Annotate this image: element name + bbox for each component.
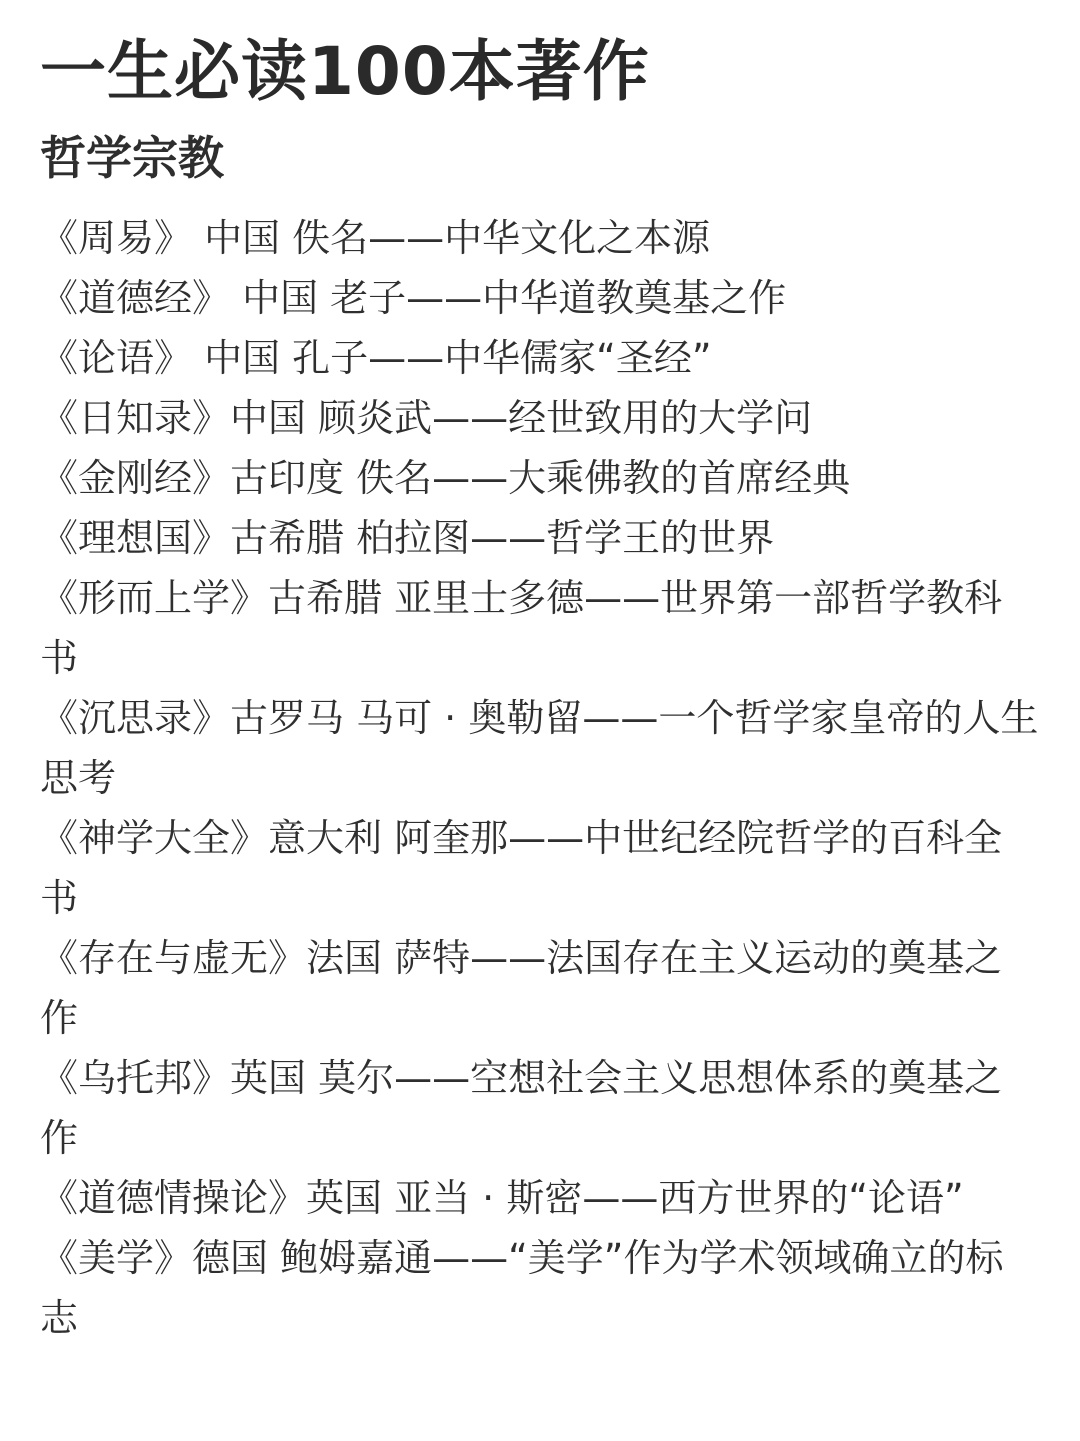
book-list (40, 208, 1040, 1348)
list-item: 《形而上学》古希腊 亚里士多德——世界第一部哲学教科书 (40, 576, 1003, 680)
list-item: 《周易》 中国 佚名——中华文化之本源 (40, 216, 711, 260)
list-item: 《神学大全》意大利 阿奎那——中世纪经院哲学的百科全书 (40, 816, 1003, 920)
list-item: 《美学》德国 鲍姆嘉通——“美学”作为学术领域确立的标志 (40, 1236, 1004, 1340)
list-item: 《道德经》 中国 老子——中华道教奠基之作 (40, 276, 787, 320)
page-title: 一生必读100本著作 (40, 33, 650, 110)
list-item: 《理想国》古希腊 柏拉图——哲学王的世界 (40, 516, 775, 560)
list-item: 《论语》 中国 孔子——中华儒家“圣经” (40, 336, 712, 380)
list-item: 《乌托邦》英国 莫尔——空想社会主义思想体系的奠基之作 (40, 1056, 1003, 1160)
list-item: 《存在与虚无》法国 萨特——法国存在主义运动的奠基之作 (40, 936, 1003, 1040)
list-item: 《日知录》中国 顾炎武——经世致用的大学问 (40, 396, 813, 440)
list-item: 《沉思录》古罗马 马可 · 奥勒留——一个哲学家皇帝的人生思考 (40, 696, 1039, 800)
list-item: 《金刚经》古印度 佚名——大乘佛教的首席经典 (40, 456, 851, 500)
section-title: 哲学宗教 (40, 131, 224, 185)
list-item: 《道德情操论》英国 亚当 · 斯密——西方世界的“论语” (40, 1176, 964, 1220)
